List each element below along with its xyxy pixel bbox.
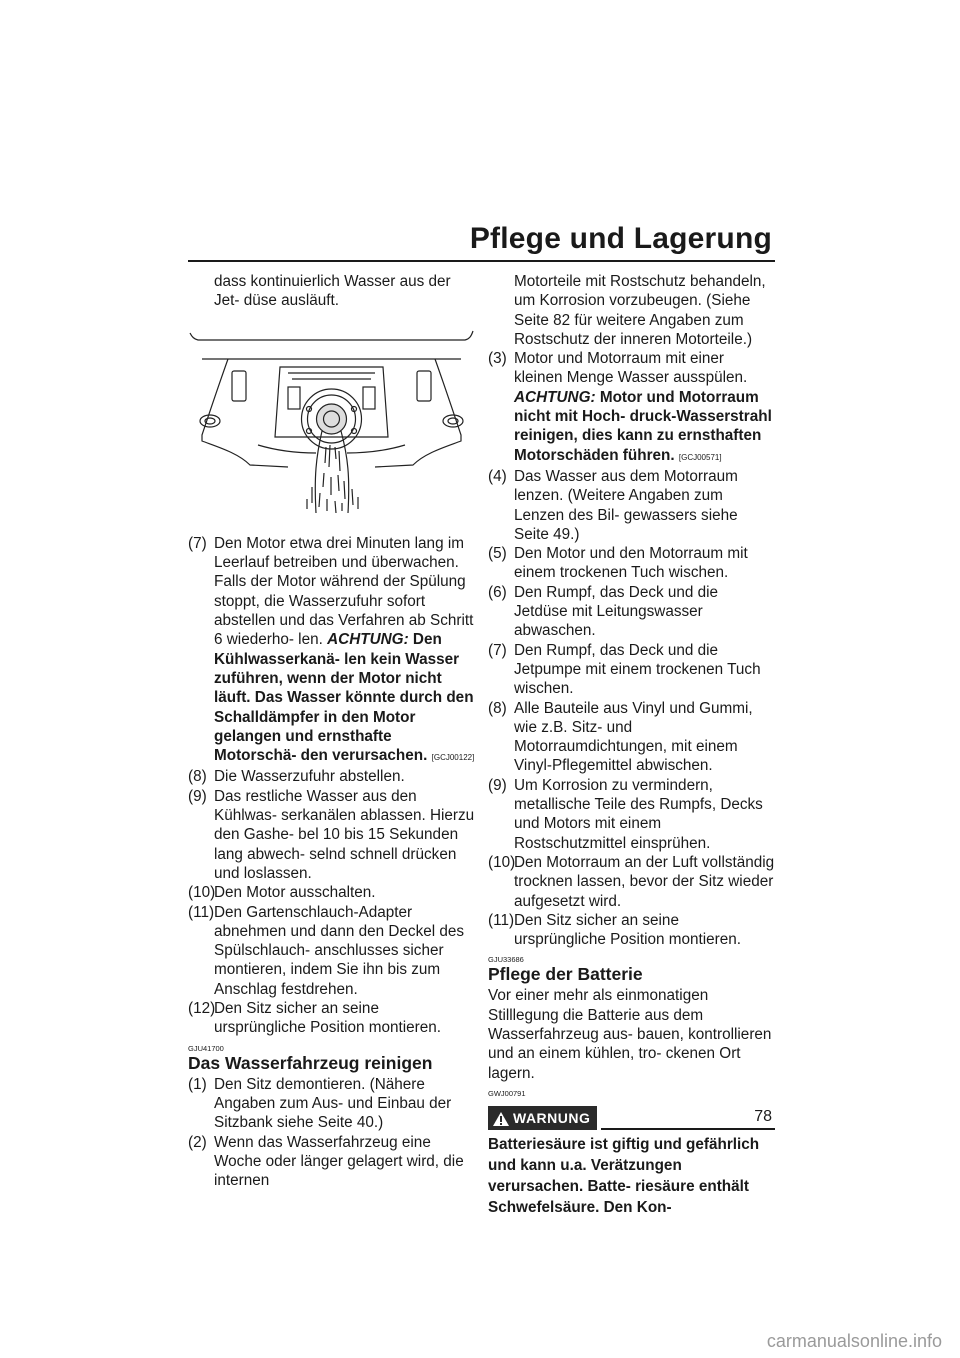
step-text bbox=[514, 349, 775, 467]
title-rule bbox=[188, 260, 775, 262]
cleaning-step-6 bbox=[488, 583, 775, 641]
caution-text: Motor und Motorraum nicht mit Hoch- druck-Wasserstrahl reinigen, dies kann zu ernsthaften Motorschäden führen. bbox=[514, 388, 772, 464]
page-number: 78 bbox=[754, 1108, 772, 1125]
step-text: Den Sitz sicher an seine ursprüngliche Position montieren. bbox=[514, 911, 742, 949]
cleaning-step-2 bbox=[188, 1133, 475, 1191]
caution-text: Den Kühlwasserkanä- len kein Wasser zuführen, wenn der Motor nicht läuft. Das Wasser könnte durch den Schalldämpfer in den Motor gelangen und ernsthafte Motorschä- den verursachen. bbox=[214, 631, 474, 765]
step-9 bbox=[188, 787, 475, 883]
step-text: Die Wasserzufuhr abstellen. bbox=[214, 768, 405, 786]
caution-code: [GCJ00122] bbox=[431, 753, 475, 763]
step-number: (2) bbox=[188, 1133, 207, 1151]
step-number: (3) bbox=[488, 350, 507, 368]
warning-header bbox=[488, 1106, 775, 1130]
step-text: Das Wasser aus dem Motorraum lenzen. (Weitere Angaben zum Lenzen des Bil- gewassers siehe Seite 49.) bbox=[514, 467, 738, 543]
step-text: Den Rumpf, das Deck und die Jetdüse mit Leitungswasser abwaschen. bbox=[514, 583, 719, 640]
step-number: (8) bbox=[188, 768, 207, 786]
cleaning-step-2-continuation: Motorteile mit Rostschutz behandeln, um Korrosion vorzubeugen. (Siehe Seite 82 für weitere Angaben zum Rostschutz der inneren Motorteile.) bbox=[514, 273, 766, 348]
warning-text: Batteriesäure ist giftig und gefährlich und kann u.a. Verätzungen verursachen. Batte- riesäure enthält Schwefelsäure. Den Kon- bbox=[488, 1136, 760, 1217]
step-text: Den Motor und den Motorraum mit einem trockenen Tuch wischen. bbox=[514, 545, 748, 582]
step-text: Den Motor ausschalten. bbox=[214, 884, 376, 902]
section-code: GJU41700 bbox=[188, 1043, 224, 1053]
left-column bbox=[188, 272, 475, 1190]
step-text: Den Sitz demontieren. (Nähere Angaben zum Aus- und Einbau der Sitzbank siehe Seite 40.) bbox=[214, 1075, 452, 1132]
cleaning-step-4 bbox=[488, 467, 775, 544]
step-3-text: Motor und Motorraum mit einer kleinen Menge Wasser ausspülen. bbox=[514, 350, 748, 387]
step-11 bbox=[188, 903, 475, 999]
caution-label: ACHTUNG: bbox=[514, 388, 596, 406]
step-text: Um Korrosion zu vermindern, metallische Teile des Rumpfs, Decks und Motors mit einem Rostschutzmittel einsprühen. bbox=[514, 776, 763, 852]
caution-label: ACHTUNG: bbox=[327, 631, 409, 649]
section-heading-battery: Pflege der Batterie bbox=[488, 964, 643, 985]
warning-label: WARNUNG bbox=[513, 1109, 591, 1126]
cleaning-step-8 bbox=[488, 699, 775, 776]
step-number: (11) bbox=[488, 911, 515, 929]
right-column bbox=[488, 272, 775, 1218]
cleaning-step-1 bbox=[188, 1075, 475, 1133]
cleaning-step-3 bbox=[488, 349, 775, 467]
step-10 bbox=[188, 883, 475, 902]
step-number: (9) bbox=[188, 787, 207, 805]
page-title: Pflege und Lagerung bbox=[469, 222, 772, 255]
step-number: (1) bbox=[188, 1075, 207, 1093]
step-text: Alle Bauteile aus Vinyl und Gummi, wie z.B. Sitz- und Motorraumdichtungen, mit einem Vinyl-Pflegemittel abwischen. bbox=[514, 699, 753, 775]
step-text: Das restliche Wasser aus den Kühlwas- serkanälen ablassen. Hierzu den Gashe- bel 10 bis 15 Sekunden lang abwech- selnd schnell drücken und loslassen. bbox=[214, 787, 475, 882]
step-number: (5) bbox=[488, 545, 507, 563]
step-number: (6) bbox=[488, 583, 507, 601]
warning-rule bbox=[601, 1128, 775, 1130]
watermark: carmanualsonline.info bbox=[766, 1331, 942, 1351]
step-text: Den Motorraum an der Luft vollständig trocknen lassen, bevor der Sitz wieder aufgesetzt wird. bbox=[514, 853, 775, 910]
step-number: (4) bbox=[488, 467, 507, 485]
step-number: (7) bbox=[488, 641, 507, 659]
section-heading-cleaning: Das Wasserfahrzeug reinigen bbox=[188, 1052, 433, 1073]
step-number: (9) bbox=[488, 776, 507, 794]
warning-code: GWJ00791 bbox=[488, 1088, 526, 1098]
cleaning-step-7 bbox=[488, 641, 775, 699]
step-text: Den Sitz sicher an seine ursprüngliche Position montieren. bbox=[214, 1000, 442, 1037]
step-text bbox=[214, 534, 475, 768]
cleaning-step-5 bbox=[488, 544, 775, 583]
step-number: (8) bbox=[488, 699, 507, 717]
battery-paragraph: Vor einer mehr als einmonatigen Stilllegung die Batterie aus dem Wasserfahrzeug aus- bauen, kontrollieren und an einem kühlen, tro- ckenen Ort lagern. bbox=[488, 987, 772, 1082]
step-7-text: Den Motor etwa drei Minuten lang im Leerlauf betreiben und überwachen. Falls der Motor während der Spülung stoppt, die Wasserzufuhr sofort abstellen und das Verfahren ab Schritt 6 wiederho- len. bbox=[214, 534, 474, 649]
step-12 bbox=[188, 999, 475, 1038]
jet-nozzle-illustration bbox=[188, 327, 475, 517]
step-number: (10) bbox=[188, 884, 216, 902]
step-text: Wenn das Wasserfahrzeug eine Woche oder länger gelagert wird, die internen bbox=[214, 1133, 464, 1190]
warning-triangle-icon bbox=[493, 1112, 509, 1126]
cleaning-step-9 bbox=[488, 776, 775, 853]
step-number: (7) bbox=[188, 534, 207, 552]
step-number: (11) bbox=[188, 903, 215, 921]
cleaning-step-11 bbox=[488, 911, 775, 950]
step-7 bbox=[188, 534, 475, 768]
step-text: Den Gartenschlauch-Adapter abnehmen und dann den Deckel des Spülschlauch- anschlusses sicher montieren, indem Sie ihn bis zum Anschlag festdrehen. bbox=[214, 903, 465, 998]
step-8 bbox=[188, 767, 475, 786]
step-text: Den Rumpf, das Deck und die Jetpumpe mit einem trockenen Tuch wischen. bbox=[514, 641, 761, 698]
warning-badge bbox=[488, 1106, 597, 1130]
caution-code: [GCJ00571] bbox=[678, 452, 722, 462]
step-number: (10) bbox=[488, 853, 516, 871]
step-number: (12) bbox=[188, 1000, 216, 1018]
cleaning-step-10 bbox=[488, 853, 775, 911]
intro-continuation: dass kontinuierlich Wasser aus der Jet- düse ausläuft. bbox=[214, 273, 451, 310]
battery-section-code: GJU33686 bbox=[488, 955, 524, 965]
